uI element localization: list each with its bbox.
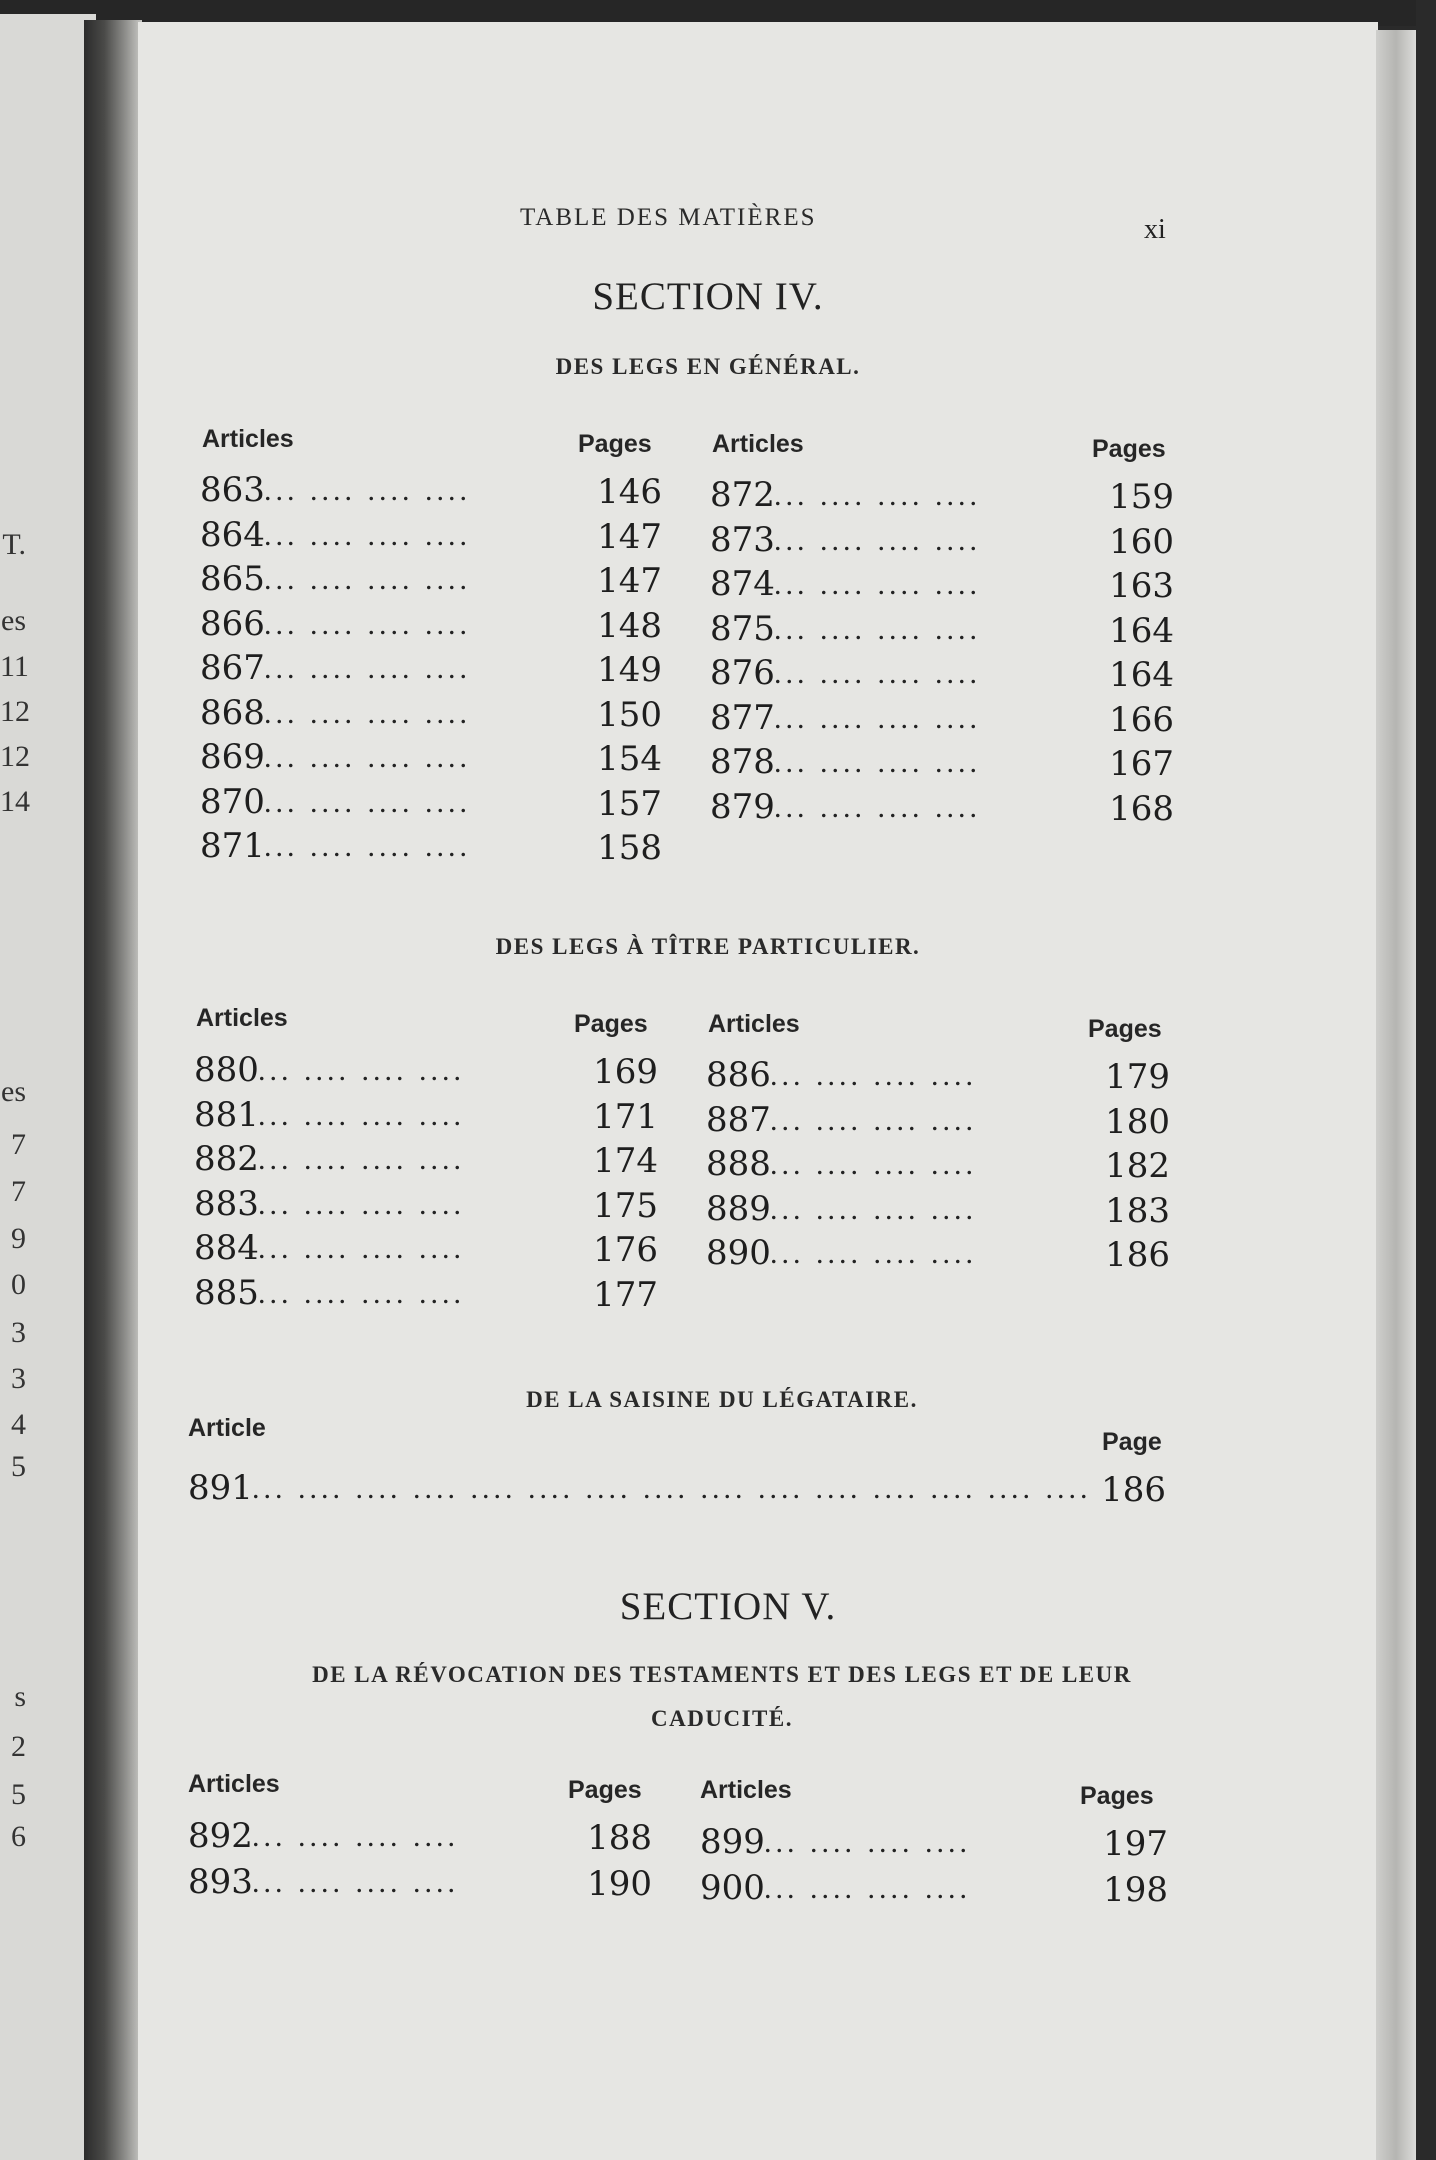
article-number: 881 [194,1094,259,1135]
page-number: 164 [1109,655,1174,695]
dot-leader: ... .... .... .... [774,612,981,646]
page-number: xi [1144,214,1166,245]
article-number: 890 [706,1233,771,1273]
col-pages-left: Pages [578,430,652,458]
page-number: 198 [1103,1870,1168,1910]
article-number: 899 [700,1822,765,1862]
page-number: 147 [597,561,662,601]
dot-leader: ... .... .... .... [258,1232,465,1265]
article-number: 889 [706,1188,771,1229]
col-pages-right: Pages [1092,435,1166,463]
dot-leader: ... .... .... .... [774,479,981,512]
facing-page-fragment: 5 [11,1778,26,1811]
article-number: 879 [710,786,775,827]
col-pages-right: Pages [1088,1015,1162,1043]
page-number: 176 [593,1230,658,1270]
dot-leader: ... .... .... .... [264,741,471,774]
page-number: 186 [1101,1470,1166,1510]
article-number: 865 [200,559,265,599]
dot-leader: ... .... .... .... [258,1276,465,1310]
dot-leader: ... .... .... .... [264,785,471,819]
page-number: 186 [1105,1235,1170,1275]
dot-leader: ... .... .... .... [774,568,981,601]
dot-leader: ... .... .... .... [264,652,471,685]
page-number: 167 [1109,744,1174,784]
legs-general-heading: DES LEGS EN GÉNÉRAL. [555,354,861,379]
dot-leader: ... .... .... .... [264,563,471,596]
page-number: 182 [1105,1146,1170,1186]
facing-page-fragment: 9 [11,1222,26,1255]
facing-page-fragment: 5 [11,1450,26,1483]
facing-page-fragment: 12 [0,740,30,773]
article-number: 884 [194,1228,259,1268]
dot-leader: ... .... .... .... [264,518,471,552]
dot-leader: ... .... .... .... [764,1826,971,1859]
facing-page-fragment: T. [2,528,26,561]
page-number: 169 [593,1052,658,1092]
page-number: 148 [597,605,662,646]
page-number: 180 [1105,1101,1170,1142]
page-number: 147 [597,516,662,557]
dot-leader: ... .... .... .... [264,607,471,641]
dot-leader: ... .... .... .... [264,696,471,730]
dot-leader: ... .... .... .... [770,1103,977,1137]
article-number: 893 [188,1862,253,1902]
page-number: 163 [1109,566,1174,606]
article-number: 867 [200,648,265,688]
article-number: 868 [200,692,265,733]
article-number: 892 [188,1816,253,1856]
dot-leader: ... .... .... .... [774,523,981,557]
saisine-heading: DE LA SAISINE DU LÉGATAIRE. [526,1387,918,1412]
page-number: 179 [1105,1057,1170,1097]
article-number: 877 [710,697,775,738]
dot-leader: ... .... .... .... [258,1098,465,1132]
facing-page-fragment: 7 [11,1175,26,1208]
article-number: 887 [706,1099,771,1140]
article-number: 870 [200,781,265,822]
article-number: 872 [710,475,775,515]
facing-page-fragment: 12 [0,695,30,728]
page-number: 166 [1109,699,1174,740]
page-number: 188 [587,1818,652,1858]
page-number: 174 [593,1141,658,1181]
dot-leader: ... .... .... .... [258,1143,465,1176]
col-articles-left: Articles [202,425,294,453]
col-page: Page [1102,1428,1162,1456]
dot-leader: ... .... .... .... [770,1237,977,1270]
page-number: 158 [597,828,662,868]
article-number: 869 [200,737,265,777]
article-number: 863 [200,470,265,510]
page-number: 154 [597,739,662,779]
dot-leader: ... .... .... .... [774,657,981,690]
page-number: 146 [597,472,662,512]
page-number: 197 [1103,1824,1168,1864]
facing-page-fragment: s [14,1680,26,1713]
page-number: 171 [593,1096,658,1137]
col-articles-right: Articles [712,430,804,458]
page-number: 150 [597,694,662,735]
page-number: 183 [1105,1190,1170,1231]
page-number: 164 [1109,610,1174,651]
page-number: 175 [593,1185,658,1226]
running-title: TABLE DES MATIÈRES [520,204,817,231]
col-articles-left: Articles [196,1004,288,1032]
section-4-title: SECTION IV. [592,275,824,318]
dot-leader: ... .... .... .... [252,1820,459,1853]
facing-page-fragment: 0 [11,1268,26,1301]
legs-particulier-heading: DES LEGS À TÎTRE PARTICULIER. [495,934,921,959]
dot-leader: ... .... .... .... [258,1054,465,1087]
facing-page-fragment: 3 [11,1316,26,1349]
article-number: 876 [710,653,775,693]
dot-leader: ... .... .... .... [264,474,471,507]
col-pages-left: Pages [568,1776,642,1804]
article-number: 886 [706,1055,771,1095]
section-5-title: SECTION V. [619,1585,837,1628]
dot-leader: ... .... .... .... [774,746,981,779]
article-number: 880 [194,1050,259,1090]
dot-leader: ... .... .... .... [252,1866,459,1899]
page-number: 160 [1109,521,1174,562]
article-number: 882 [194,1139,259,1179]
facing-page-fragment: es [1,1075,26,1108]
facing-page-fragment: 11 [0,650,29,683]
col-articles-right: Articles [700,1776,792,1804]
dot-leader: ... .... .... .... [770,1192,977,1226]
article-number: 891 [188,1468,253,1508]
article-number: 871 [200,826,265,866]
article-number: 888 [706,1144,771,1184]
page-number: 157 [597,783,662,824]
revocation-heading-line2: CADUCITÉ. [651,1706,793,1731]
dot-leader: ... .... .... .... [264,830,471,863]
col-article: Article [188,1414,266,1442]
facing-page-fragment: 14 [0,785,30,818]
article-number: 873 [710,519,775,560]
article-number: 875 [710,608,775,649]
col-articles-left: Articles [188,1770,280,1798]
book-gutter [84,20,142,2160]
page-number: 149 [597,650,662,690]
page-number: 177 [593,1274,658,1315]
dot-leader: ... .... .... .... .... .... .... .... .... .... .... .... .... .... .... [252,1472,1092,1505]
page-stack-edge [1376,30,1416,2160]
page-number: 190 [587,1864,652,1904]
dot-leader: ... .... .... .... [770,1148,977,1181]
article-number: 864 [200,514,265,555]
article-number: 900 [700,1868,765,1908]
article-number: 866 [200,603,265,644]
col-pages-right: Pages [1080,1782,1154,1810]
article-number: 883 [194,1183,259,1224]
article-number: 878 [710,742,775,782]
article-number: 874 [710,564,775,604]
dot-leader: ... .... .... .... [764,1872,971,1905]
page-number: 159 [1109,477,1174,517]
article-number: 885 [194,1272,259,1313]
dot-leader: ... .... .... .... [770,1059,977,1092]
dot-leader: ... .... .... .... [774,790,981,824]
facing-page-fragment: 6 [11,1820,26,1853]
page-number: 168 [1109,788,1174,829]
facing-page-fragment: 3 [11,1362,26,1395]
facing-page-fragment: 7 [11,1128,26,1161]
facing-page-fragment: 2 [11,1730,26,1763]
dot-leader: ... .... .... .... [258,1187,465,1221]
dot-leader: ... .... .... .... [774,701,981,735]
col-articles-right: Articles [708,1010,800,1038]
revocation-heading-line1: DE LA RÉVOCATION DES TESTAMENTS ET DES LEGS ET DE LEUR [312,1662,1132,1687]
facing-page-fragment: 4 [11,1408,26,1441]
col-pages-left: Pages [574,1010,648,1038]
facing-page-fragment: es [1,604,26,637]
